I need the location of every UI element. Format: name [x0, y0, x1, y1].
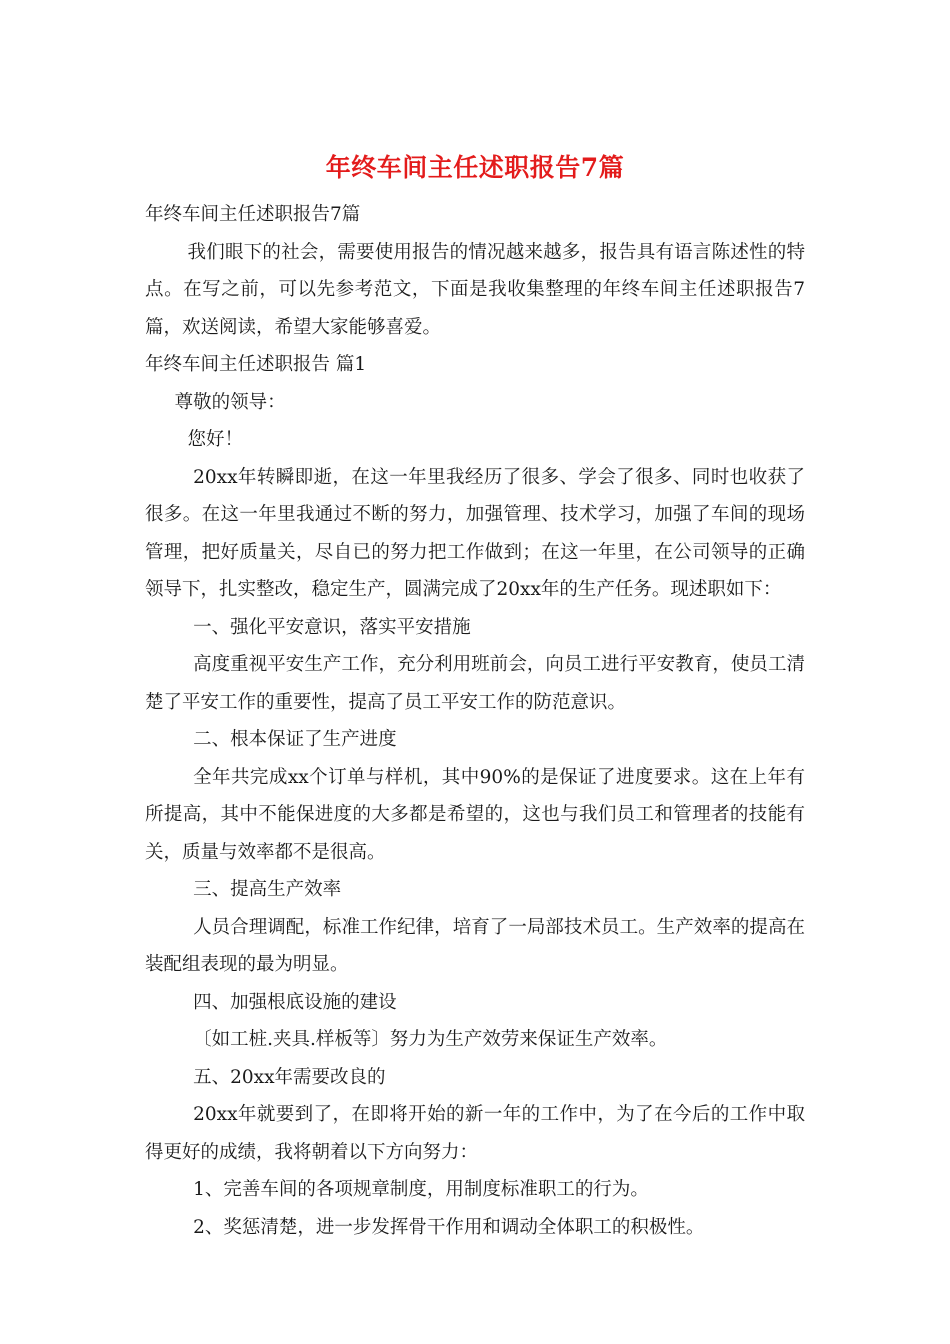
list-item: 1、完善车间的各项规章制度，用制度标准职工的行为。 [193, 1179, 649, 1200]
body-paragraph: 20xx年就要到了，在即将开始的新一年的工作中，为了在今后的工作中取得更好的成绩，我将朝着以下方向努力： [145, 1104, 805, 1163]
section-heading: 年终车间主任述职报告 篇1 [145, 354, 367, 375]
section-heading-2: 二、根本保证了生产进度 [193, 729, 397, 750]
greeting: 您好！ [187, 429, 244, 450]
salutation: 尊敬的领导： [174, 391, 286, 413]
section-heading-3: 三、提高生产效率 [193, 879, 342, 900]
section-heading-5: 五、20xx年需要改良的 [193, 1066, 386, 1088]
document-subtitle: 年终车间主任述职报告7篇 [145, 204, 361, 225]
intro-paragraph: 我们眼下的社会，需要使用报告的情况越来越多，报告具有语言陈述性的特点。在写之前，可以先参考范文，下面是我收集整理的年终车间主任述职报告7篇，欢送阅读，希望大家能够喜爱。 [145, 241, 805, 338]
body-paragraph: 〔如工桩.夹具.样板等〕努力为生产效劳来保证生产效率。 [193, 1029, 668, 1050]
document-title: 年终车间主任述职报告7篇 [325, 153, 625, 182]
body-paragraph: 高度重视平安生产工作，充分利用班前会，向员工进行平安教育，使员工清楚了平安工作的重要性，提高了员工平安工作的防范意识。 [145, 654, 805, 713]
section-heading-1: 一、强化平安意识，落实平安措施 [193, 616, 471, 638]
body-paragraph: 20xx年转瞬即逝，在这一年里我经历了很多、学会了很多、同时也收获了很多。在这一年里我通过不断的努力，加强管理、技术学习，加强了车间的现场管理，把好质量关，尽自已的努力把工作做到；在这一年里，在公司领导的正确领导下，扎实整改，稳定生产，圆满完成了20xx年的生产任务。现述职如下： [145, 466, 805, 600]
document-body [145, 196, 805, 1246]
body-paragraph: 人员合理调配，标准工作纪律，培育了一局部技术员工。生产效率的提高在装配组表现的最为明显。 [145, 916, 805, 975]
section-heading-4: 四、加强根底设施的建设 [193, 991, 397, 1013]
body-paragraph: 全年共完成xx个订单与样机，其中90%的是保证了进度要求。这在上年有所提高，其中不能保进度的大多都是希望的，这也与我们员工和管理者的技能有关，质量与效率都不是很高。 [145, 766, 805, 863]
list-item: 2、奖惩清楚，进一步发挥骨干作用和调动全体职工的积极性。 [193, 1216, 705, 1238]
